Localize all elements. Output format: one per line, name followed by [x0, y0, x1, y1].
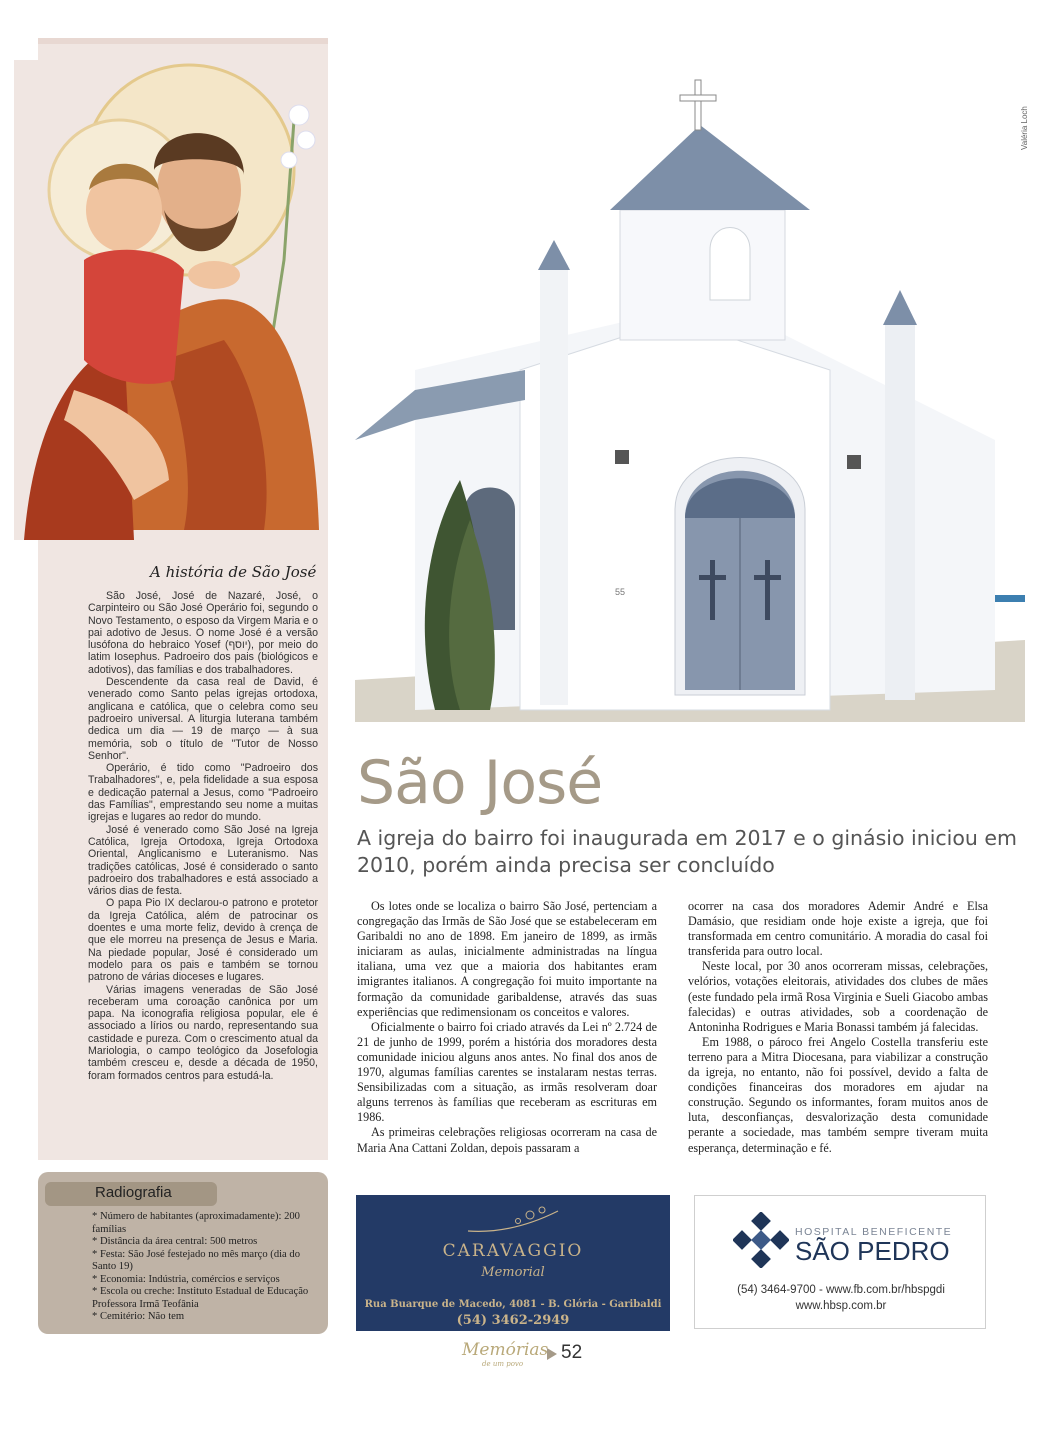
flower-ornament-icon: [466, 1203, 560, 1237]
radiografia-item: * Distância da área central: 500 metros: [92, 1236, 258, 1247]
hospital-ad[interactable]: [694, 1195, 986, 1329]
footer-arrow-icon: [547, 1348, 557, 1360]
footer-logo-text: Memórias: [462, 1340, 549, 1360]
footer-logo-subtext: de um povo: [482, 1360, 524, 1368]
caravaggio-name: CARAVAGGIO: [442, 1241, 584, 1261]
page-number: 52: [561, 1342, 583, 1363]
sidebar-paragraph: Várias imagens veneradas de São José receberam uma coroação canônica por um papa. Na iconografia religiosa popular, ele é associado a lírios ou nardo, representando sua castidade e pureza. Com o crescimento atual da Mariologia, o campo teológico da Josefologia também cresceu e, desde a década de 1950, foram formados centros para estudá-la.: [88, 983, 318, 1082]
article-column-1: [357, 899, 657, 1156]
article-paragraph: Neste local, por 30 anos ocorreram missas, celebrações, velórios, votações eleitorais, atividades dos clubes de mães (este fundado pela irmã Rosa Virginia e Sueli Giacobo ambas falecidas) e outras atividades, sob a coordenação de Antoninha Rodrigues e Maria Bonassi também já falecidas.: [688, 959, 988, 1034]
article-paragraph: As primeiras celebrações religiosas ocorreram na casa de Maria Ana Cattani Zoldan, depois passaram a: [357, 1125, 657, 1155]
article-paragraph: Em 1988, o pároco frei Angelo Costella transferiu este terreno para a Mitra Diocesana, para viabilizar a construção da igreja, no entanto, não foi possível, devido a falta de condições financeiras dos moradores em ajudar na construção. Segundo os informantes, foram muitos anos de luta, desconfianças, desvalorização desta comunidade perante a sociedade, mas também sempre tiveram muita esperança, determinação e fé.: [688, 1034, 988, 1155]
caravaggio-address: Rua Buarque de Macedo, 4081 - B. Glória - Garibaldi: [364, 1299, 662, 1310]
sidebar-title: A história de São José: [150, 563, 317, 581]
sidebar-paragraph: Descendente da casa real de David, é venerado como Santo pelas igrejas ortodoxa, anglicana e católica, que o celebra como seu padroeiro universal. A liturgia luterana também dedica um dia — 19 de março — à sua memória, sob o título de "Tutor de Nosso Senhor".: [88, 676, 318, 762]
article-paragraph: ocorrer na casa dos moradores Ademir André e Elsa Damásio, que residiam onde hoje existe a igreja, que foi transformada em centro comunitário. A moradia do casal foi transferida para outro local.: [688, 899, 988, 959]
sidebar-paragraph: O papa Pio IX declarou-o patrono e protetor da Igreja Católica, além de patrocinar os doentes e uma morte feliz, devido à crença de que ele morreu na presença de Jesus e Maria. Na piedade popular, José é considerado um modelo para os pais e também se tornou patrono de várias dioceses e lugares.: [88, 897, 318, 984]
article-column-2: [688, 899, 988, 1156]
radiografia-item: * Número de habitantes (aproximadamente): 200 famílias: [92, 1211, 300, 1235]
article-headline: São José: [357, 748, 603, 818]
saint-joseph-illustration: [14, 60, 324, 540]
radiografia-item: * Cemitério: Não tem: [92, 1311, 185, 1322]
sidebar-history-text: [88, 590, 318, 1082]
sidebar-paragraph: Operário, é tido como "Padroeiro dos Trabalhadores", e, pela fidelidade a sua esposa e dedicação paternal a Jesus, como "Padroeiro das Famílias", emprestando seu nome a muitas igrejas e lugares ao redor do mundo.: [88, 762, 318, 824]
radiografia-item: * Escola ou creche: Instituto Estadual de Educação Professora Irmã Teofânia: [92, 1286, 309, 1310]
radiografia-item: * Festa: São José festejado no mês março (dia do Santo 19): [92, 1248, 301, 1272]
caravaggio-subtitle: Memorial: [481, 1265, 545, 1280]
caravaggio-phone: (54) 3462-2949: [456, 1313, 570, 1328]
sidebar-paragraph: José é venerado como São José na Igreja Católica, Igreja Ortodoxa, Igreja Ortodoxa Oriental, Anglicanismo e Luteranismo. Nas tradições católicas, José é considerado o santo padroeiro dos trabalhadores e está associado a vários dias de festa.: [88, 823, 318, 898]
church-house-number: 55: [615, 587, 626, 597]
hospital-line2: SÃO PEDRO: [795, 1236, 950, 1266]
radiografia-list: [92, 1211, 322, 1324]
radiografia-item: * Economia: Indústria, comércios e serviços: [92, 1273, 280, 1285]
caravaggio-ad[interactable]: [356, 1195, 670, 1331]
church-photo: [355, 70, 1025, 722]
radiografia-title: Radiografia: [95, 1184, 172, 1201]
article-paragraph: Oficialmente o bairro foi criado através da Lei nº 2.724 de 21 de junho de 1999, porém a história dos moradores desta comunidade iniciou alguns anos antes. No final dos anos de 1970, algumas famílias carentes se instalaram nestas terras. Sensibilizadas com a situação, as irmãs resolveram doar alguns terrenos às famílias que receberam as escrituras em 1986.: [357, 1019, 657, 1125]
article-subhead: A igreja do bairro foi inaugurada em 2017 e o ginásio iniciou em 2010, porém ainda precisa ser concluído: [357, 826, 1018, 877]
hospital-logo-icon: [733, 1212, 789, 1268]
sidebar-top-strip: [38, 38, 328, 44]
photo-credit: Valéria Loch: [1020, 106, 1029, 150]
hospital-line1: HOSPITAL BENEFICENTE: [795, 1226, 953, 1238]
hospital-website[interactable]: www.hbsp.com.br: [795, 1300, 887, 1312]
sidebar-paragraph: São José, José de Nazaré, José, o Carpinteiro ou São José Operário foi, segundo o Novo Testamento, o esposo da Virgem Maria e o pai adotivo de Jesus. O nome José é a versão lusófona do hebraico Yosef (יוסף), por meio do latim Iosephus. Padroeiro dos pais (biológicos e adotivos), das famílias e dos trabalhadores.: [88, 590, 319, 676]
article-paragraph: Os lotes onde se localiza o bairro São José, pertenciam a congregação das Irmãs de São José que se estabeleceram em Garibaldi no ano de 1898. Em janeiro de 1899, as irmãs iniciaram as aulas, inicialmente administradas na língua italiana, uma vez que a maioria dos habitantes eram imigrantes italianos. A congregação foi muito importante na formação da comunidade garibaldense, através das suas experiências que redimensionam os conceitos e valores.: [357, 899, 657, 1019]
hospital-contact: (54) 3464-9700 - www.fb.com.br/hbspgdi: [737, 1284, 945, 1296]
